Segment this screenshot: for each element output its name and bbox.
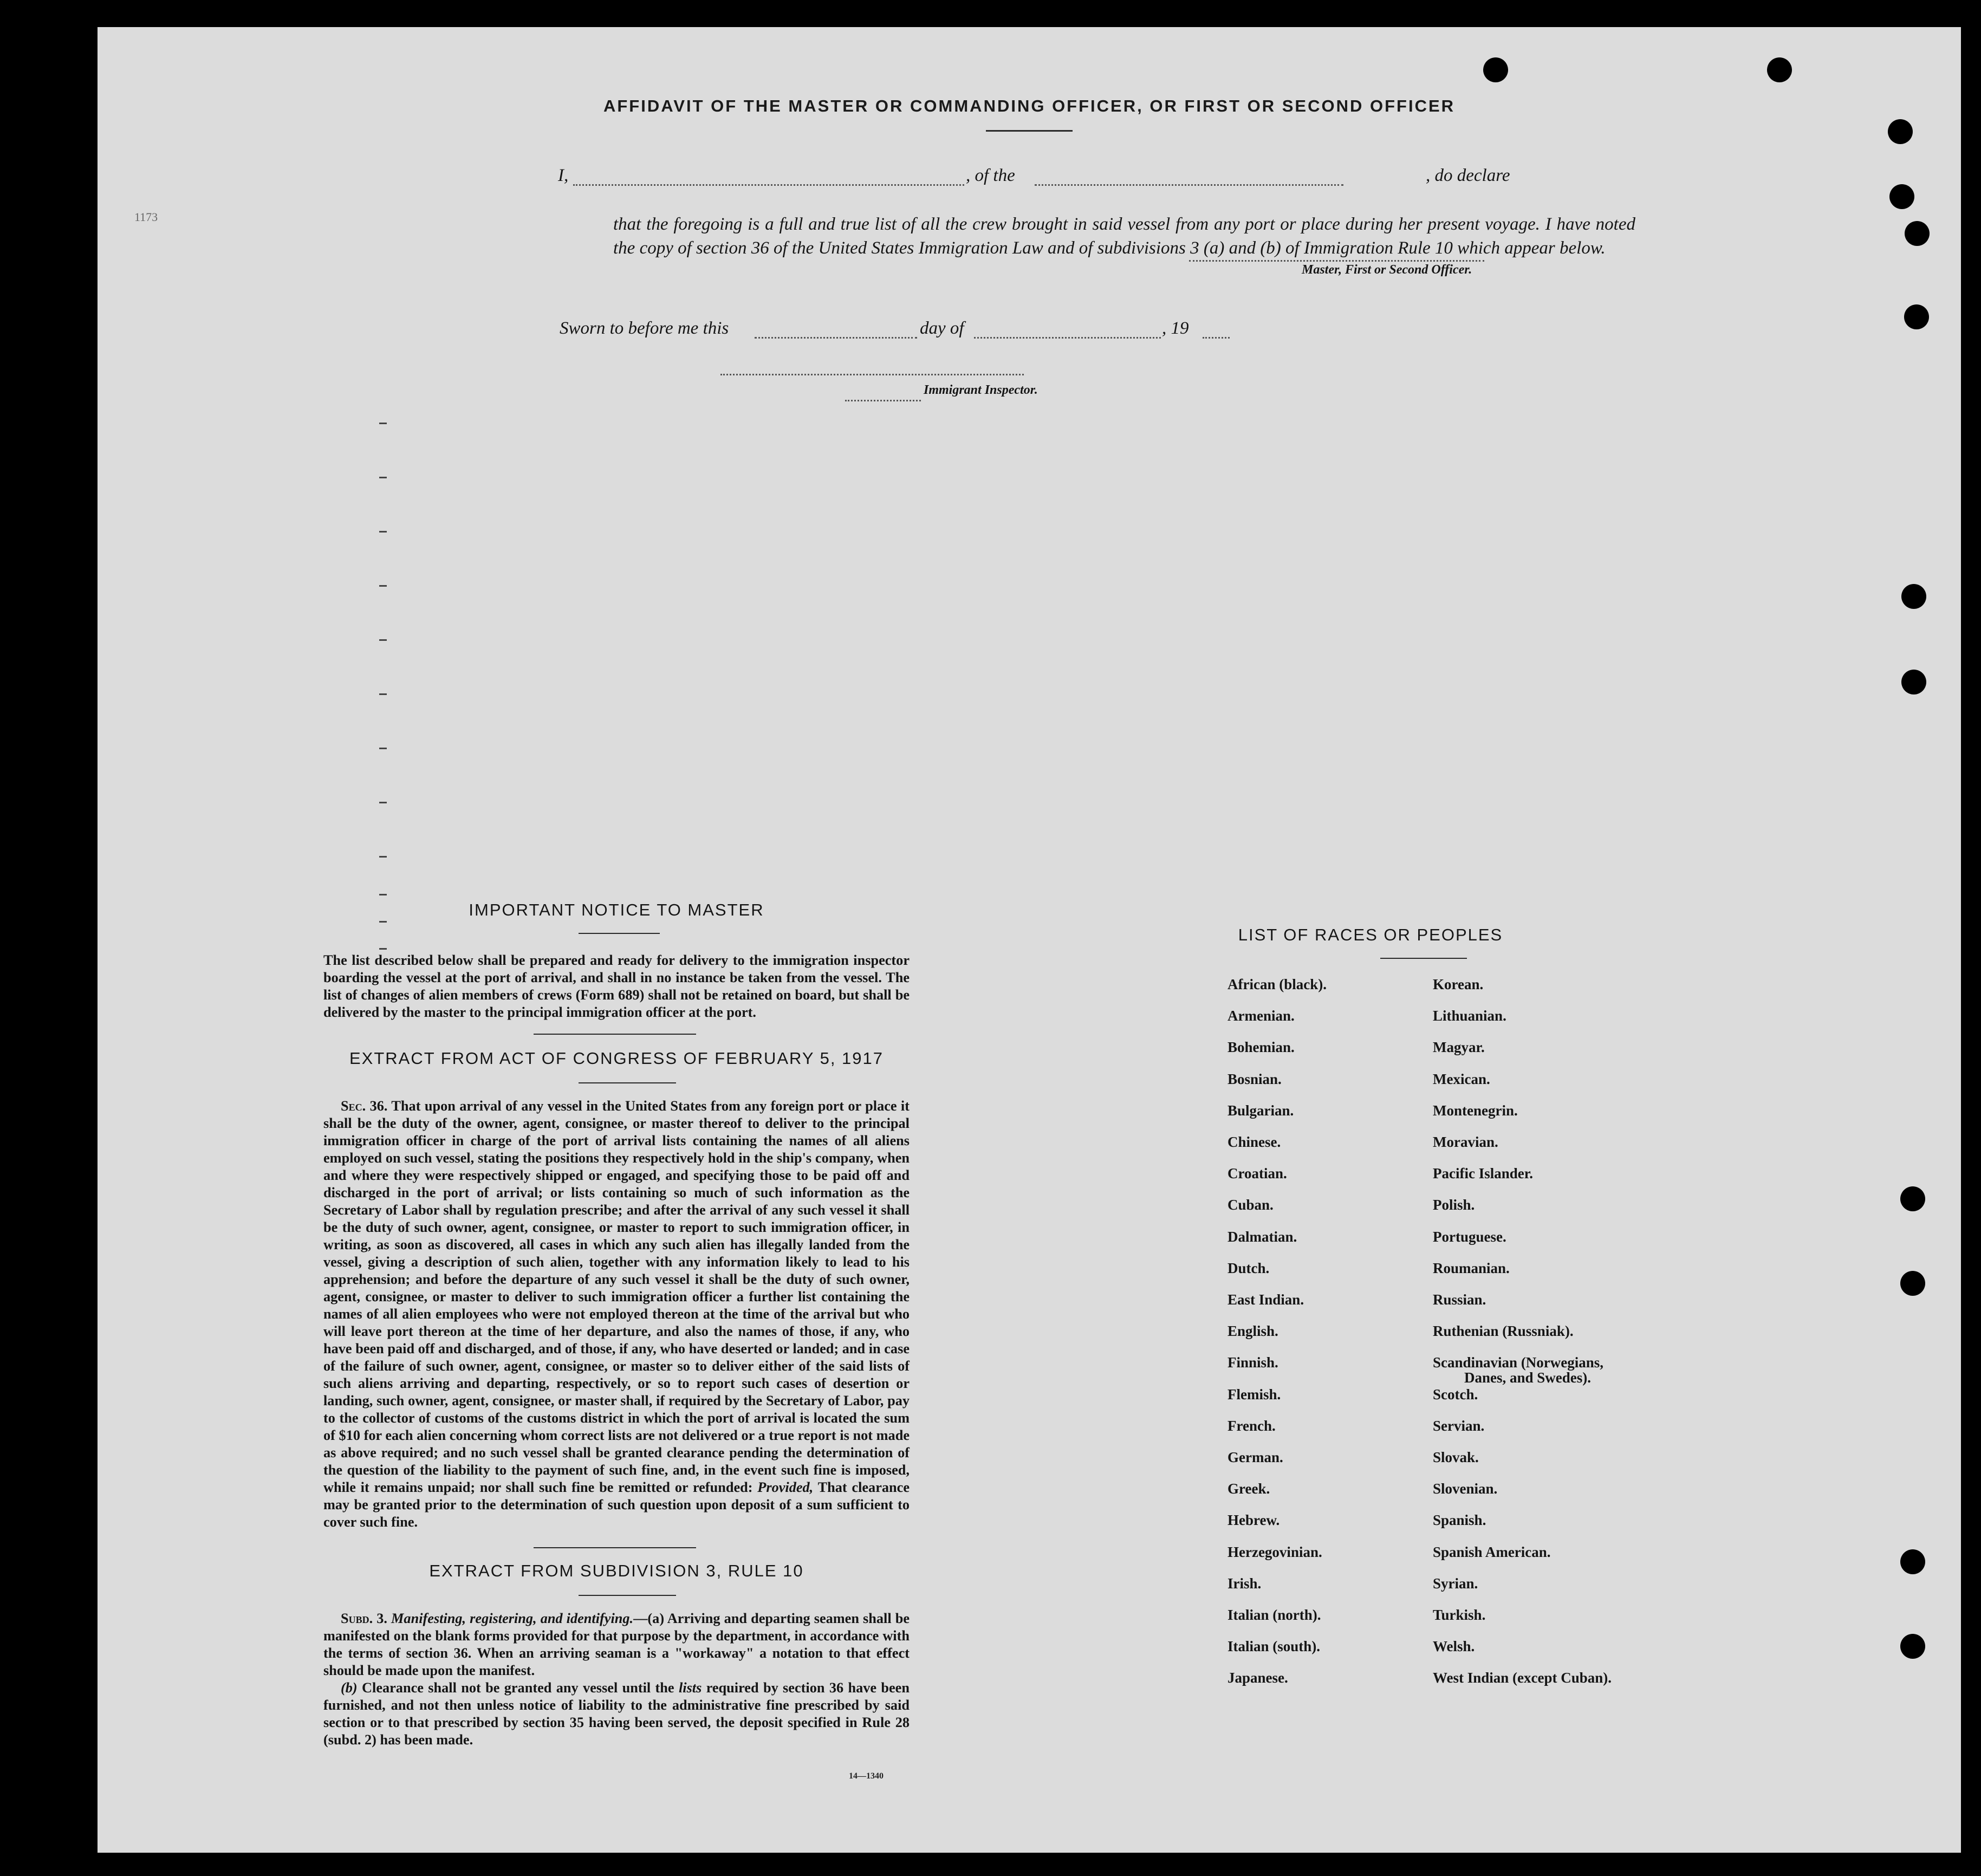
sworn-year: , 19 [1162, 319, 1189, 338]
race-item: French. [1227, 1418, 1276, 1434]
race-item: Ruthenian (Russniak). [1433, 1323, 1574, 1339]
race-item: Polish. [1433, 1197, 1475, 1213]
binder-hole [1904, 304, 1929, 329]
race-item: Irish. [1227, 1575, 1262, 1592]
margin-tick [379, 894, 387, 895]
binder-hole [1483, 57, 1508, 82]
act-text-end: That clearance may be granted prior to the determination of such question upon deposit of a sum sufficient to cover such fine. [323, 1479, 910, 1530]
race-item: Slovenian. [1433, 1481, 1498, 1497]
race-item: Spanish. [1433, 1512, 1486, 1528]
margin-note: 1173 [134, 210, 158, 224]
margin-tick [379, 948, 387, 950]
margin-tick [379, 856, 387, 858]
act-divider [534, 1547, 696, 1548]
race-item: Roumanian. [1433, 1260, 1510, 1276]
margin-tick [379, 423, 387, 424]
race-item: Lithuanian. [1433, 1008, 1506, 1024]
race-item: Syrian. [1433, 1575, 1478, 1592]
rule-para-a-text: Arriving and departing seamen shall be manifested on the blank forms provided for that purpose by the department, in accordance with the terms of section 36. When an arriving seaman is a "workaway" a notation to that effect should be made upon the manifest. [323, 1611, 910, 1678]
race-item: Spanish American. [1433, 1544, 1551, 1560]
rule-para-a [323, 1610, 910, 1679]
margin-tick [379, 748, 387, 749]
act-section-label: Sec. 36. [341, 1098, 388, 1114]
rule-para-b-lists: lists [678, 1680, 702, 1696]
race-item: Italian (south). [1227, 1638, 1321, 1654]
form-number: 14—1340 [849, 1771, 884, 1781]
affidavit-title: AFFIDAVIT OF THE MASTER OR COMMANDING OFFICER, OR FIRST OR SECOND OFFICER [603, 96, 1456, 115]
act-provided-word: Provided, [757, 1479, 814, 1495]
race-item: Turkish. [1433, 1607, 1486, 1623]
margin-tick [379, 531, 387, 533]
notice-divider [534, 1034, 696, 1035]
binder-hole [1900, 1549, 1925, 1574]
race-item: Scotch. [1433, 1386, 1478, 1403]
race-item: Dutch. [1227, 1260, 1270, 1276]
margin-tick [379, 585, 387, 587]
act-title: EXTRACT FROM ACT OF CONGRESS OF FEBRUARY 5, 1917 [349, 1049, 884, 1068]
binder-hole [1900, 1634, 1925, 1659]
race-item: Flemish. [1227, 1386, 1281, 1403]
binder-hole [1905, 221, 1930, 246]
race-item: Greek. [1227, 1481, 1270, 1497]
race-item: West Indian (except Cuban). [1433, 1670, 1612, 1686]
race-item: Cuban. [1227, 1197, 1274, 1213]
binder-hole [1889, 184, 1914, 209]
day-blank [755, 337, 917, 339]
race-item: Moravian. [1433, 1134, 1498, 1150]
affidavit-of-the: , of the [966, 166, 1015, 185]
notice-title: IMPORTANT NOTICE TO MASTER [469, 900, 764, 919]
notice-title-rule [579, 933, 660, 934]
rule-subd-label: Subd. 3. [341, 1611, 387, 1626]
month-blank [974, 337, 1161, 339]
signature-blank [1189, 260, 1484, 262]
margin-tick [379, 921, 387, 923]
affidavit-title-rule [986, 130, 1073, 132]
race-item: Welsh. [1433, 1638, 1475, 1654]
form-sheet [98, 27, 1961, 1853]
binder-hole [1888, 119, 1913, 144]
race-item: Croatian. [1227, 1165, 1287, 1182]
race-item: Armenian. [1227, 1008, 1295, 1024]
race-item: Bosnian. [1227, 1071, 1282, 1087]
races-title: LIST OF RACES OR PEOPLES [1238, 925, 1503, 944]
race-item: Italian (north). [1227, 1607, 1321, 1623]
race-item: East Indian. [1227, 1291, 1304, 1308]
rule-title-rule [579, 1595, 676, 1596]
binder-hole [1901, 670, 1926, 694]
race-item: Bohemian. [1227, 1039, 1295, 1055]
race-item: German. [1227, 1449, 1283, 1465]
rule-para-a-marker: —(a) [633, 1611, 665, 1626]
margin-tick [379, 639, 387, 641]
binder-hole [1901, 584, 1926, 609]
name-blank [573, 184, 964, 186]
affidavit-i: I, [558, 166, 569, 185]
sworn-prefix: Sworn to before me this [560, 319, 729, 338]
sworn-day-of: day of [920, 319, 964, 338]
race-item: Herzegovinian. [1227, 1544, 1322, 1560]
act-text [323, 1098, 910, 1531]
rule-subd-heading: Manifesting, registering, and identifying. [391, 1611, 634, 1626]
rule-para-b-text2: required by section 36 have been furnished, and not then unless notice of liability to the administrative fine prescribed by said section or to that prescribed by section 35 having been served, the deposit specified in Rule 28 (subd. 2) has been made. [323, 1680, 910, 1748]
binder-hole [1767, 57, 1792, 82]
race-item: Pacific Islander. [1433, 1165, 1533, 1182]
race-item: Slovak. [1433, 1449, 1479, 1465]
race-item: Scandinavian (Norwegians, [1433, 1354, 1604, 1371]
race-item: Hebrew. [1227, 1512, 1280, 1528]
race-item: Servian. [1433, 1418, 1485, 1434]
affidavit-text: that the foregoing is a full and true list of all the crew brought in said vessel from any port or place during her present voyage. I have noted the copy of section 36 of the United States Immigration Law and of subdivisions 3 (a) and (b) of Immigration Rule 10 which appear below. [613, 215, 1635, 258]
year-blank [1203, 337, 1230, 339]
margin-tick [379, 477, 387, 478]
race-item: Russian. [1433, 1291, 1486, 1308]
race-item: Finnish. [1227, 1354, 1278, 1371]
vessel-blank [1035, 184, 1343, 186]
rule-para-b-marker: (b) [341, 1680, 358, 1696]
rule-para-b [323, 1679, 910, 1749]
race-item: Montenegrin. [1433, 1102, 1518, 1119]
races-title-rule [1380, 958, 1467, 959]
act-title-rule [579, 1082, 676, 1083]
race-item: Japanese. [1227, 1670, 1288, 1686]
rule-title: EXTRACT FROM SUBDIVISION 3, RULE 10 [429, 1561, 804, 1580]
race-item: Bulgarian. [1227, 1102, 1294, 1119]
inspector-label: Immigrant Inspector. [924, 383, 1038, 397]
inspector-signature-blank [720, 374, 1024, 375]
race-item: Magyar. [1433, 1039, 1485, 1055]
inspector-prefix-blank [845, 400, 921, 401]
signature-label: Master, First or Second Officer. [1302, 263, 1472, 277]
binder-hole [1900, 1271, 1925, 1296]
affidavit-do-declare: , do declare [1426, 166, 1510, 185]
notice-text: The list described below shall be prepared and ready for delivery to the immigration inspector boarding the vessel at the port of arrival, and shall in no instance be taken from the vessel. The list of changes of alien members of crews (Form 689) shall not be retained on board, but shall be delivered by the master to the principal immigration officer at the port. [323, 952, 910, 1020]
binder-hole [1900, 1186, 1925, 1211]
rule-para-b-text1: Clearance shall not be granted any vessel until the [362, 1680, 674, 1696]
race-item: Mexican. [1433, 1071, 1490, 1087]
race-item: Korean. [1433, 976, 1484, 992]
race-item: Chinese. [1227, 1134, 1281, 1150]
margin-tick [379, 693, 387, 695]
act-text-main: That upon arrival of any vessel in the United States from any foreign port or place it shall be the duty of the owner, agent, consignee, or master thereof to deliver to the principal immigration officer in charge of the port of arrival lists containing the names of all aliens employed on such vessel, stating the positions they respectively hold in the ship's company, when and where they were respectively shipped or engaged, and specifying those to be paid off and discharged in the port of arrival; or lists containing so much of such information as the Secretary of Labor shall by regulation prescribe; and after the arrival of any such vessel it shall be the duty of such owner, agent, consignee, or master to report to such immigration officer, in writing, as soon as discovered, all cases in which any such alien has illegally landed from the vessel, giving a description of such alien, together with any information likely to lead to his apprehension; and before the departure of any such vessel it shall be the duty of such owner, agent, consignee, or master to deliver to such immigration officer a further list containing the names of all alien employees who were not employed thereon at the time of the arrival but who will leave port thereon at the time of her departure, and also the names of those, if any, who have been paid off and discharged, and of those, if any, who have deserted or landed; and in case of the failure of such owner, agent, consignee, or master so to deliver either of the said lists of such aliens arriving and departing, respectively, or so to report such cases of desertion or landing, such owner, agent, consignee, or master shall, if required by the Secretary of Labor, pay to the collector of customs of the customs district in which the port of arrival is located the sum of $10 for each alien concerning whom correct lists are not delivered or a true report is not made as above required; and no such vessel shall be granted clearance pending the determination of the question of the liability to the payment of such fine, and, in the event such fine is imposed, while it remains unpaid; nor shall such fine be remitted or refunded: [323, 1098, 910, 1495]
race-item: African (black). [1227, 976, 1327, 992]
race-item: Danes, and Swedes). [1464, 1369, 1592, 1386]
margin-tick [379, 802, 387, 803]
race-item: English. [1227, 1323, 1278, 1339]
race-item: Portuguese. [1433, 1229, 1506, 1245]
race-item: Dalmatian. [1227, 1229, 1297, 1245]
